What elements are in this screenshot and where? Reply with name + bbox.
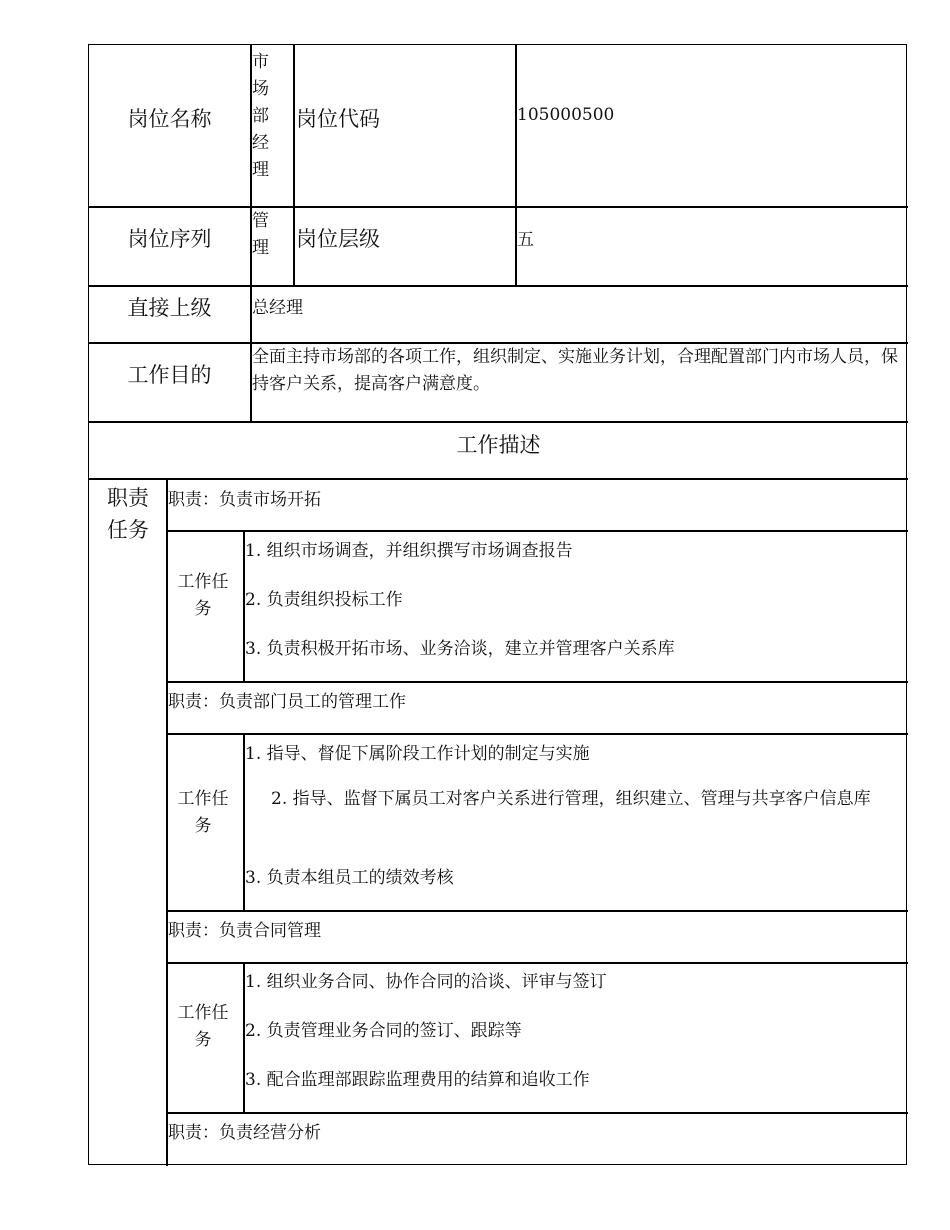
post-name-label: 岗位名称	[127, 107, 212, 131]
post-level-value: 五	[517, 230, 534, 250]
row-divider	[166, 681, 908, 683]
task-item: 2. 负责组织投标工作	[245, 590, 403, 610]
task-item: 2. 指导、监督下属员工对客户关系进行管理，组织建立、管理与共享客户信息库	[271, 789, 871, 809]
task-item: 1. 指导、督促下属阶段工作计划的制定与实施	[245, 744, 590, 764]
row-divider	[89, 421, 908, 423]
duty-title: 职责：负责市场开拓	[168, 490, 321, 510]
row-divider	[89, 206, 908, 208]
task-item: 3. 负责积极开拓市场、业务洽谈，建立并管理客户关系库	[245, 639, 675, 659]
task-label: 工作任务	[177, 789, 229, 836]
duty-title: 职责：负责经营分析	[168, 1123, 321, 1143]
row-divider	[89, 285, 908, 287]
purpose-label: 工作目的	[127, 363, 212, 387]
task-item: 1. 组织市场调查，并组织撰写市场调查报告	[245, 541, 573, 561]
task-item: 3. 负责本组员工的绩效考核	[245, 868, 454, 888]
post-series-label: 岗位序列	[127, 227, 212, 251]
row-divider	[89, 478, 908, 480]
post-series-value: 管理	[252, 211, 269, 258]
description-title: 工作描述	[456, 433, 541, 457]
purpose-value: 全面主持市场部的各项工作，组织制定、实施业务计划，合理配置部门内市场人员，保持客户关系，提高客户满意度。	[252, 347, 898, 394]
row-divider	[166, 910, 908, 912]
task-item: 3. 配合监理部跟踪监理费用的结算和追收工作	[245, 1070, 590, 1090]
task-item: 2. 负责管理业务合同的签订、跟踪等	[245, 1021, 522, 1041]
col-divider	[166, 478, 168, 1166]
duty-title: 职责：负责合同管理	[168, 921, 321, 941]
task-label: 工作任务	[177, 1003, 229, 1050]
row-divider	[166, 962, 908, 964]
post-code-label: 岗位代码	[296, 107, 380, 131]
duty-title: 职责：负责部门员工的管理工作	[168, 692, 406, 712]
post-code-value: 105000500	[517, 105, 615, 125]
row-divider	[166, 1112, 908, 1114]
post-level-label: 岗位层级	[296, 227, 380, 251]
post-name-value: 市场部经理	[252, 52, 269, 180]
row-divider	[166, 530, 908, 532]
job-description-table	[88, 44, 907, 1165]
task-label: 工作任务	[177, 572, 229, 619]
superior-value: 总经理	[252, 298, 303, 318]
duty-column-label: 职责任务	[107, 486, 149, 542]
task-item: 1. 组织业务合同、协作合同的洽谈、评审与签订	[245, 972, 607, 992]
superior-label: 直接上级	[127, 296, 212, 320]
row-divider	[166, 733, 908, 735]
col-divider	[293, 45, 295, 285]
